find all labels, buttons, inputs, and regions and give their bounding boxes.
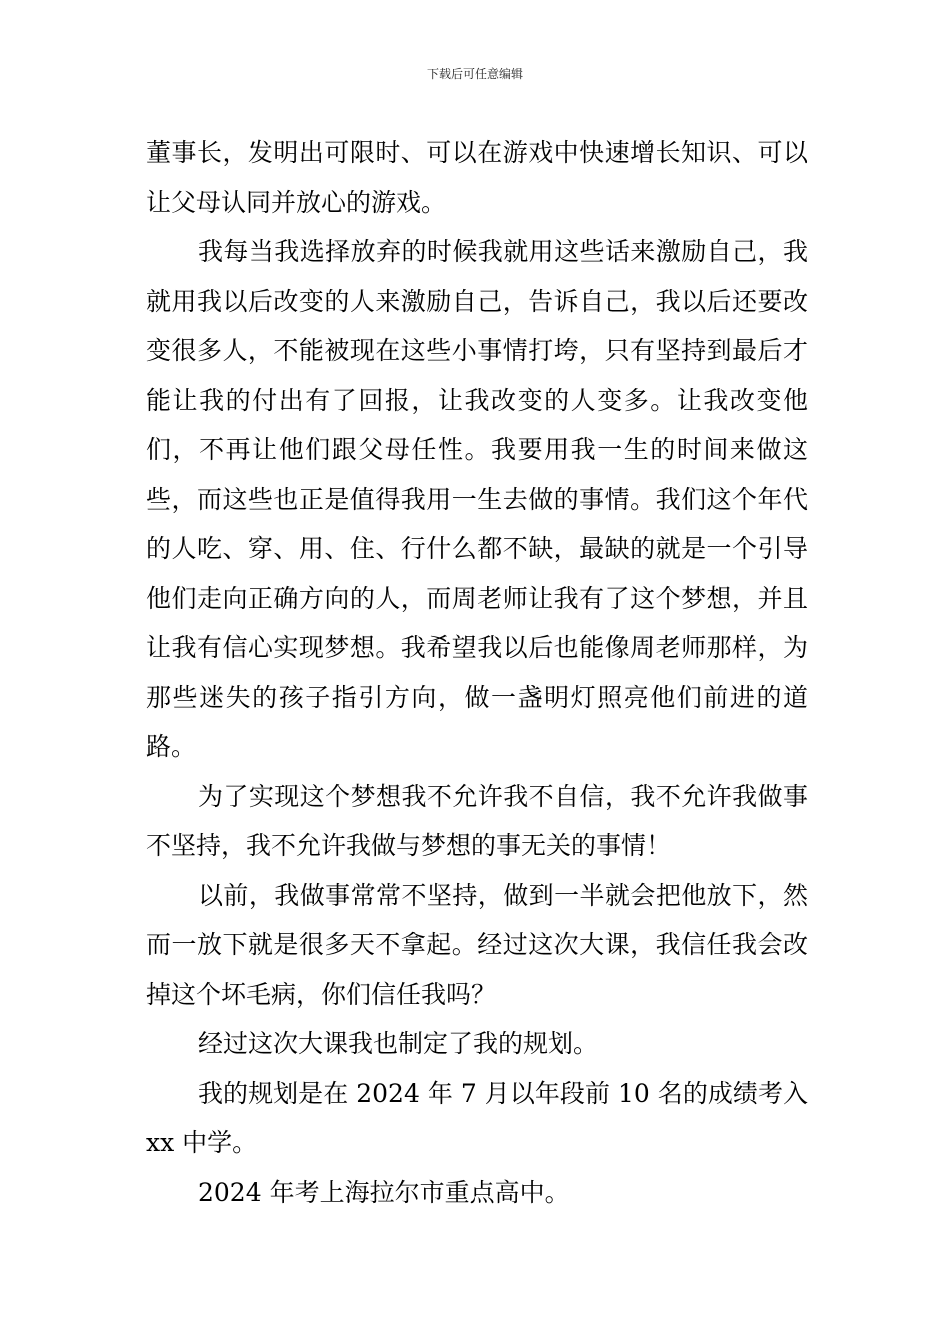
paragraph-3: 为了实现这个梦想我不允许我不自信，我不允许我做事不坚持，我不允许我做与梦想的事无关的事情！ [146, 781, 808, 860]
paragraph-7: 2024 年考上海拉尔市重点高中。 [198, 1177, 570, 1207]
paragraph-6: 我的规划是在 2024 年 7 月以年段前 10 名的成绩考入 xx 中学。 [146, 1078, 808, 1157]
paragraph-1: 董事长，发明出可限时、可以在游戏中快速增长知识、可以让父母认同并放心的游戏。 [146, 138, 808, 217]
body-text [146, 128, 808, 1217]
paragraph-4: 以前，我做事常常不坚持，做到一半就会把他放下，然而一放下就是很多天不拿起。经过这次大课，我信任我会改掉这个坏毛病，你们信任我吗？ [146, 880, 808, 1009]
paragraph-5: 经过这次大课我也制定了我的规划。 [198, 1029, 599, 1058]
header-note: 下载后可任意编辑 [426, 67, 523, 81]
paragraph-2: 我每当我选择放弃的时候我就用这些话来激励自己，我就用我以后改变的人来激励自己，告诉自己，我以后还要改变很多人，不能被现在这些小事情打垮，只有坚持到最后才能让我的付出有了回报，让我改变的人变多。让我改变他们，不再让他们跟父母任性。我要用我一生的时间来做这些，而这些也正是值得我用一生去做的事情。我们这个年代的人吃、穿、用、住、行什么都不缺，最缺的就是一个引导他们走向正确方向的人，而周老师让我有了这个梦想，并且让我有信心实现梦想。我希望我以后也能像周老师那样，为那些迷失的孩子指引方向，做一盏明灯照亮他们前进的道路。 [146, 237, 808, 761]
